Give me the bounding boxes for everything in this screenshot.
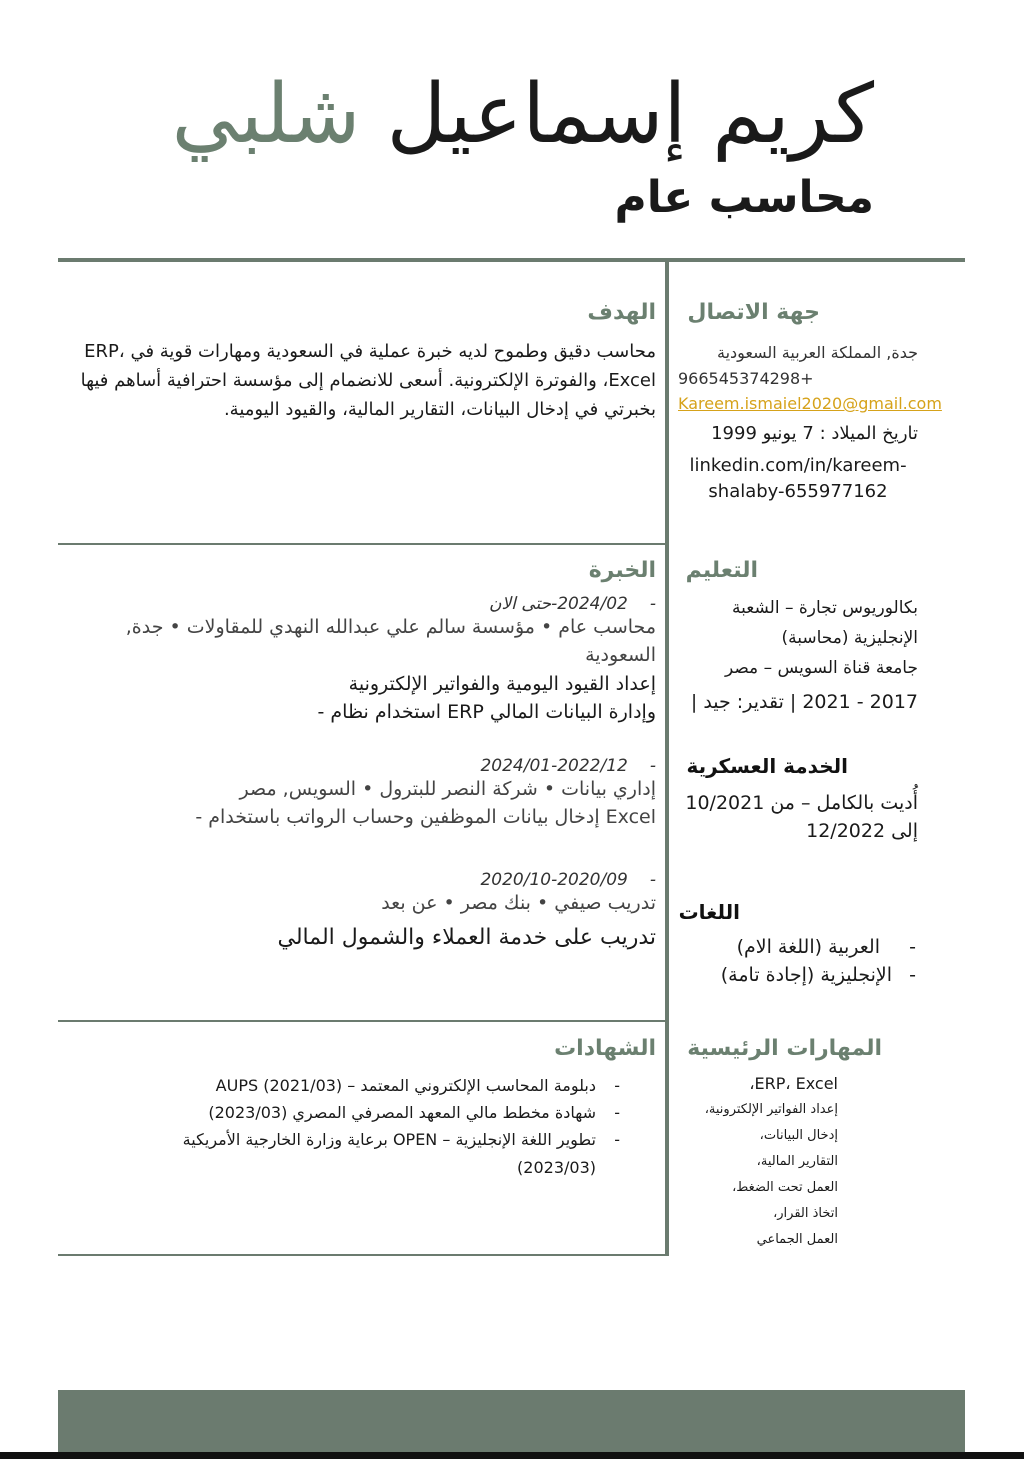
skill-item: ERP، Excel، <box>749 1074 838 1093</box>
job-date-text: 2024/02-حتى الان <box>488 594 628 614</box>
job-date-text: 2020/10-2020/09 <box>480 870 628 890</box>
skill-item: اتخاذ القرار، <box>773 1205 838 1221</box>
candidate-name <box>171 67 874 162</box>
certificate-item: - شهادة مخطط مالي المعهد المصرفي المصري (2023/03) <box>124 1099 624 1126</box>
education-degree: بكالوريوس تجارة – الشعبة الإنجليزية (محاسبة) <box>732 598 918 648</box>
languages-list <box>680 934 920 989</box>
bottom-edge-bar <box>0 1452 1024 1459</box>
skills-list <box>678 1071 838 1253</box>
job-date <box>66 870 656 890</box>
job-line: تدريب على خدمة العملاء والشمول المالي <box>277 924 656 950</box>
education-block <box>686 594 918 717</box>
contact-location: جدة, المملكة العربية السعودية <box>716 343 918 362</box>
certificates-list <box>124 1072 624 1181</box>
certificate-item: - تطوير اللغة الإنجليزية – OPEN برعاية وزارة الخارجية الأمريكية (2023/03) <box>124 1126 624 1180</box>
skill-item: العمل الجماعي <box>756 1231 838 1247</box>
objective-text: محاسب دقيق وطموح لديه خبرة عملية في السعودية ومهارات قوية في ERP، Excel، والفوترة الإلكترونية. أسعى للانضمام إلى مؤسسة احترافية أساهم فيها بخبرتي في إدخال البيانات، التقارير المالية، والقيود اليومية. <box>80 341 656 420</box>
language-arabic: - العربية (اللغة الام) <box>680 934 920 962</box>
languages-heading: اللغات <box>678 900 740 924</box>
contact-email[interactable]: Kareem.ismaiel2020@gmail.com <box>678 394 942 414</box>
contact-heading: جهة الاتصال <box>687 300 820 325</box>
column-divider <box>665 262 669 1256</box>
section-divider-1 <box>58 543 665 545</box>
job-role: محاسب عام • مؤسسة سالم علي عبدالله النهدي للمقاولات • جدة, السعودية <box>125 616 656 666</box>
section-divider-3 <box>58 1254 665 1256</box>
section-divider-2 <box>58 1020 665 1022</box>
experience-job-2 <box>66 756 656 831</box>
military-text: أُديت بالكامل – من 10/2021 إلى 12/2022 <box>685 792 918 842</box>
job-date-dash: - <box>649 870 656 890</box>
candidate-last-name: شلبي <box>171 67 361 162</box>
job-date-text: 2024/01-2022/12 <box>480 756 628 776</box>
job-line: إعداد القيود اليومية والفواتير الإلكترونية <box>348 673 656 696</box>
job-role: تدريب صيفي • بنك مصر • عن بعد <box>381 892 656 914</box>
job-role: إداري بيانات • شركة النصر للبترول • السويس, مصر <box>239 778 656 800</box>
education-heading: التعليم <box>685 558 758 583</box>
skills-heading: المهارات الرئيسية <box>687 1036 882 1061</box>
experience-job-1 <box>66 594 656 726</box>
objective-heading: الهدف <box>587 300 656 325</box>
skill-item: العمل تحت الضغط، <box>732 1179 838 1195</box>
skill-item: إعداد الفواتير الإلكترونية، <box>704 1101 838 1117</box>
header-divider <box>58 258 965 262</box>
job-date-dash: - <box>649 756 656 776</box>
education-years: 2017 - 2021 | تقدير: جيد | <box>690 691 918 714</box>
military-heading: الخدمة العسكرية <box>686 754 848 778</box>
language-english: - الإنجليزية (إجادة تامة) <box>680 962 920 990</box>
job-date <box>66 594 656 614</box>
certificates-heading: الشهادات <box>554 1036 656 1061</box>
experience-job-3 <box>66 870 656 953</box>
contact-phone: 966545374298+ <box>678 368 814 388</box>
contact-linkedin[interactable]: linkedin.com/in/kareem-shalaby-655977162 <box>689 454 907 502</box>
job-title: محاسب عام <box>614 172 874 223</box>
certificate-item: - دبلومة المحاسب الإلكتروني المعتمد – AUPS (2021/03) <box>124 1072 624 1099</box>
contact-birth: تاريخ الميلاد : 7 يونيو 1999 <box>711 422 918 444</box>
contact-block <box>678 340 942 505</box>
education-university: جامعة قناة السويس – مصر <box>724 657 918 678</box>
experience-heading: الخبرة <box>588 558 656 583</box>
job-line: Excel إدخال بيانات الموظفين وحساب الرواتب باستخدام - <box>195 805 656 828</box>
footer-band <box>58 1390 965 1459</box>
job-date-dash: - <box>649 594 656 614</box>
candidate-first-names: كريم إسماعيل <box>386 67 874 162</box>
skill-item: إدخال البيانات، <box>759 1127 838 1143</box>
job-date <box>66 756 656 776</box>
job-line: وإدارة البيانات المالي ERP استخدام نظام - <box>317 700 656 723</box>
skill-item: التقارير المالية، <box>756 1153 838 1169</box>
